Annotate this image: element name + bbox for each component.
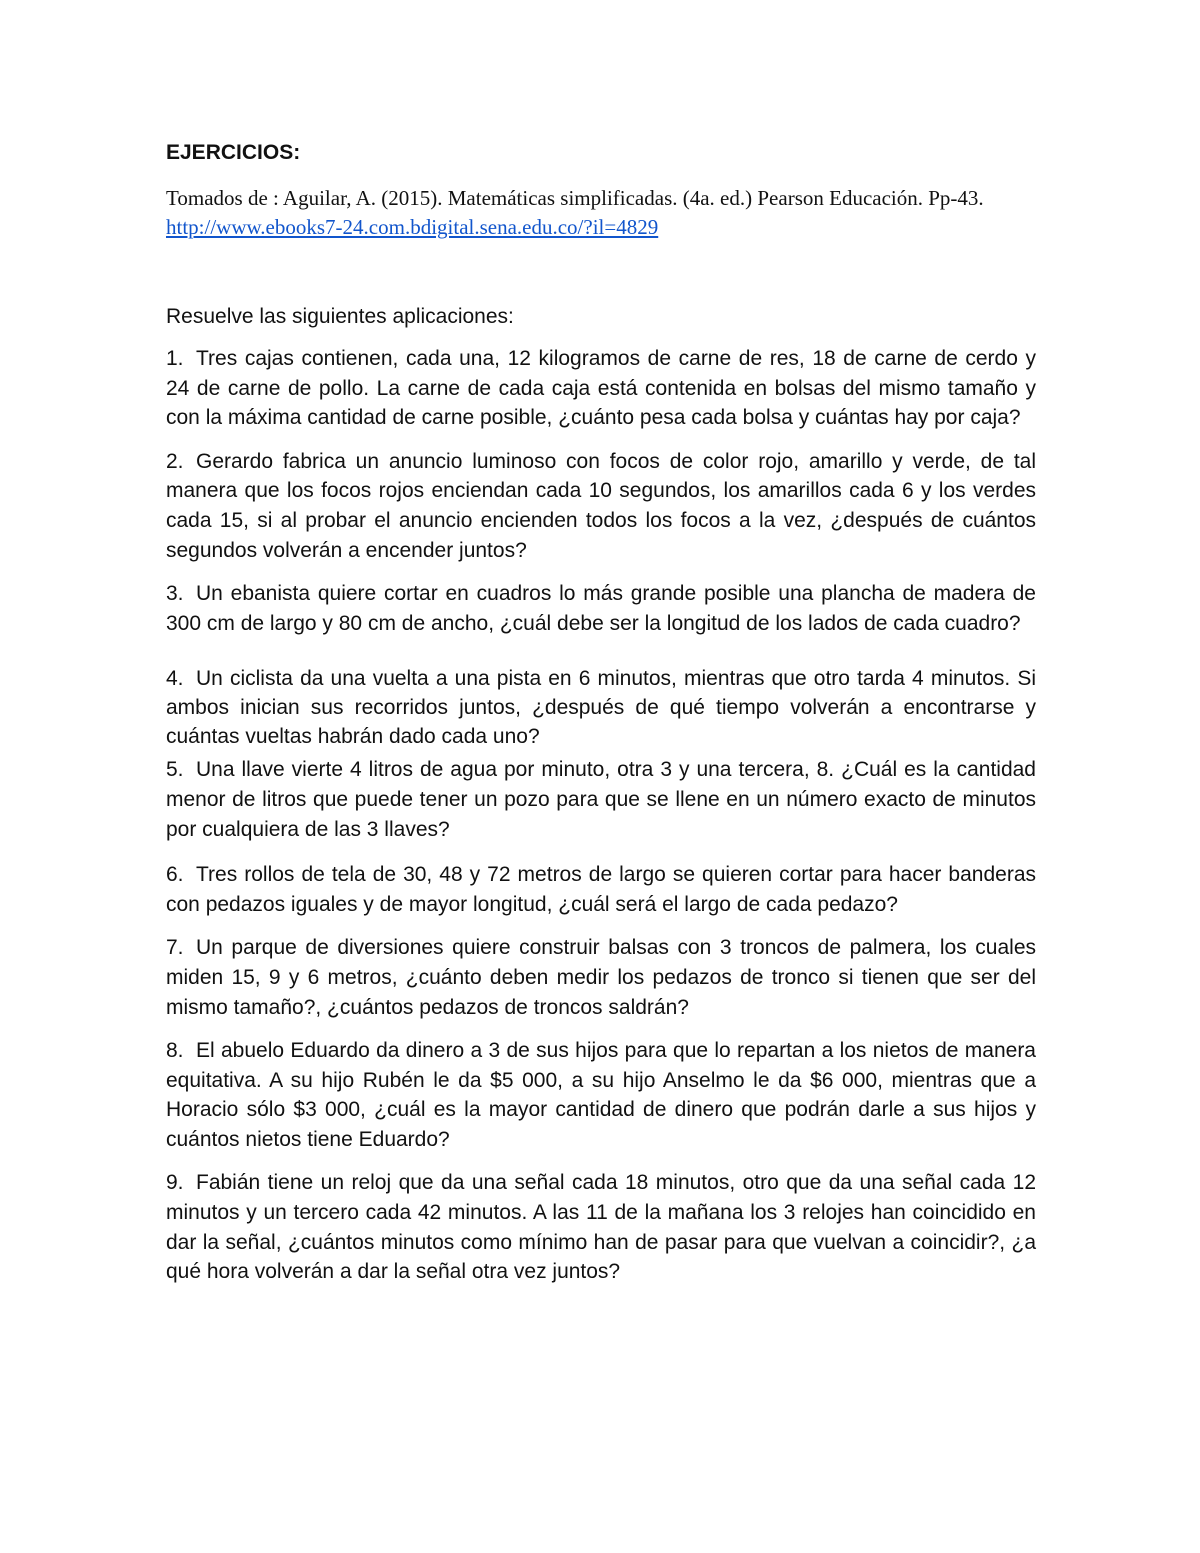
exercise-number: 1. bbox=[166, 347, 184, 370]
exercise-number: 4. bbox=[166, 667, 184, 691]
exercise-2 bbox=[166, 447, 1036, 565]
source-text: Tomados de : Aguilar, A. (2015). Matemáticas simplificadas. (4a. ed.) Pearson Educación. Pp-43. bbox=[166, 186, 984, 210]
exercise-8 bbox=[166, 1036, 1036, 1154]
exercise-3 bbox=[166, 579, 1036, 638]
exercise-7 bbox=[166, 933, 1036, 1022]
page-title: EJERCICIOS: bbox=[166, 141, 301, 164]
exercise-text: El abuelo Eduardo da dinero a 3 de sus hijos para que lo repartan a los nietos de manera equitativa. A su hijo Rubén le da $5 000, a su hijo Anselmo le da $6 000, mientras que a Horacio sólo $3 000, ¿cuál es la mayor cantidad de dinero que podrán darle a sus hijos y cuántos nietos tiene Eduardo? bbox=[166, 1039, 1036, 1151]
exercise-text: Tres cajas contienen, cada una, 12 kilogramos de carne de res, 18 de carne de cerdo y 24 de carne de pollo. La carne de cada caja está contenida en bolsas del mismo tamaño y con la máxima cantidad de carne posible, ¿cuánto pesa cada bolsa y cuántas hay por caja? bbox=[166, 347, 1036, 430]
exercise-text: Un ciclista da una vuelta a una pista en 6 minutos, mientras que otro tarda 4 minutos. Si ambos inician sus recorridos juntos, ¿después de qué tiempo volverán a encontrarse y cuántas vueltas habrán dado cada uno? bbox=[166, 667, 1036, 749]
exercise-number: 5. bbox=[166, 758, 184, 782]
exercise-1 bbox=[166, 344, 1036, 433]
exercise-number: 2. bbox=[166, 449, 184, 473]
exercise-9 bbox=[166, 1168, 1036, 1286]
exercise-number: 8. bbox=[166, 1039, 184, 1063]
exercise-text: Un parque de diversiones quiere construir balsas con 3 troncos de palmera, los cuales miden 15, 9 y 6 metros, ¿cuánto deben medir los pedazos de tronco si tienen que ser del mismo tamaño?, ¿cuántos pedazos de troncos saldrán? bbox=[166, 936, 1036, 1019]
exercise-number: 6. bbox=[166, 863, 184, 887]
exercise-text: Una llave vierte 4 litros de agua por minuto, otra 3 y una tercera, 8. ¿Cuál es la cantidad menor de litros que puede tener un pozo para que se llene en un número exacto de minutos por cualquiera de las 3 llaves? bbox=[166, 758, 1036, 841]
exercise-number: 3. bbox=[166, 582, 184, 606]
exercise-number: 7. bbox=[166, 936, 184, 960]
exercise-text: Un ebanista quiere cortar en cuadros lo más grande posible una plancha de madera de 300 cm de largo y 80 cm de ancho, ¿cuál debe ser la longitud de los lados de cada cuadro? bbox=[166, 582, 1036, 635]
exercise-number: 9. bbox=[166, 1171, 184, 1195]
exercise-text: Tres rollos de tela de 30, 48 y 72 metros de largo se quieren cortar para hacer banderas con pedazos iguales y de mayor longitud, ¿cuál será el largo de cada pedazo? bbox=[166, 863, 1036, 916]
source-citation bbox=[166, 184, 1036, 242]
source-link[interactable]: http://www.ebooks7-24.com.bdigital.sena.edu.co/?il=4829 bbox=[166, 215, 659, 239]
exercise-text: Gerardo fabrica un anuncio luminoso con focos de color rojo, amarillo y verde, de tal manera que los focos rojos enciendan cada 10 segundos, los amarillos cada 6 y los verdes cada 15, si al probar el anuncio encienden todos los focos a la vez, ¿después de cuántos segundos volverán a encender juntos? bbox=[166, 449, 1036, 562]
exercise-text: Fabián tiene un reloj que da una señal cada 18 minutos, otro que da una señal cada 12 minutos y un tercero cada 42 minutos. A las 11 de la mañana los 3 relojes han coincidido en dar la señal, ¿cuántos minutos como mínimo han de pasar para que vuelvan a coincidir?, ¿a qué hora volverán a dar la señal otra vez juntos? bbox=[166, 1171, 1036, 1284]
exercise-4 bbox=[166, 664, 1036, 751]
document-content bbox=[166, 138, 1036, 1301]
exercise-6 bbox=[166, 860, 1036, 919]
exercise-5 bbox=[166, 755, 1036, 844]
instructions: Resuelve las siguientes aplicaciones: bbox=[166, 305, 514, 328]
